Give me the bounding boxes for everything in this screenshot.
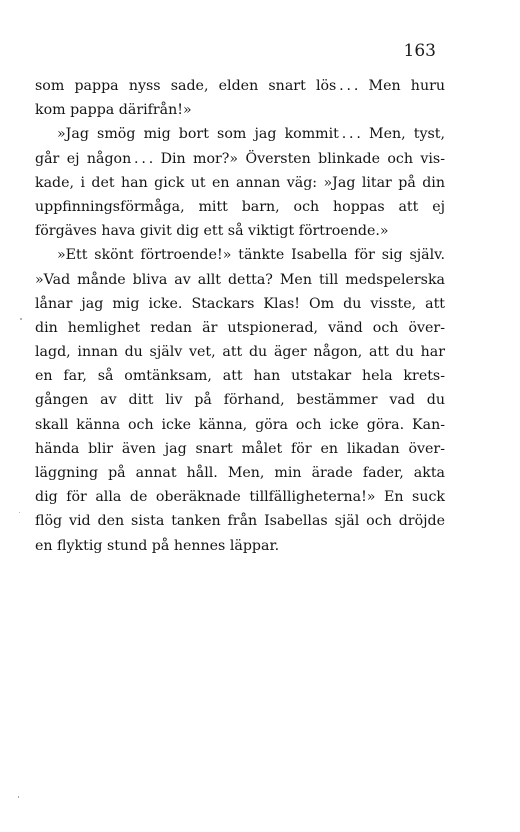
scan-speck xyxy=(20,318,22,320)
scan-speck xyxy=(18,796,19,798)
text-line: går ej någon . . . Din mor?» Översten blinkade och vis- xyxy=(35,150,445,167)
text-line: en far, så omtänksam, att han utstakar hela krets- xyxy=(35,368,445,385)
text-line: lånar jag mig icke. Stackars Klas! Om du visste, att xyxy=(35,295,445,312)
text-line: dig för alla de oberäknade tillfälligheterna!» En suck xyxy=(35,489,445,506)
text-line: en flyktig stund på hennes läppar. xyxy=(35,537,280,554)
text-line: »Ett skönt förtroende!» tänkte Isabella för sig själv. xyxy=(57,247,445,264)
text-line: hända blir även jag snart målet för en likadan över- xyxy=(35,440,445,457)
text-line: som pappa nyss sade, elden snart lös . . . Men huru xyxy=(35,78,445,94)
scan-speck xyxy=(19,512,20,513)
text-line: din hemlighet redan är utspionerad, vänd och över- xyxy=(35,319,445,336)
body-text xyxy=(35,74,445,558)
text-line: skall känna och icke känna, göra och icke göra. Kan- xyxy=(35,416,445,433)
page-number: 163 xyxy=(403,41,436,61)
text-line: uppfinningsförmåga, mitt barn, och hoppas att ej xyxy=(35,198,445,215)
text-line: läggning på annat håll. Men, min ärade fader, akta xyxy=(35,465,445,481)
text-line: gången av ditt liv på förhand, bestämmer vad du xyxy=(35,392,445,409)
text-line: »Vad månde bliva av allt detta? Men till medspelerska xyxy=(35,271,445,288)
text-line: flög vid den sista tanken från Isabellas själ och dröjde xyxy=(35,513,445,530)
text-line: lagd, innan du själv vet, att du äger någon, att du har xyxy=(35,344,445,361)
text-line: kade, i det han gick ut en annan väg: »Jag litar på din xyxy=(35,174,445,191)
text-line: förgäves hava givit dig ett så viktigt förtroende.» xyxy=(35,223,389,240)
text-line: »Jag smög mig bort som jag kommit . . . Men, tyst, xyxy=(57,126,445,143)
text-line: kom pappa därifrån!» xyxy=(35,102,192,119)
